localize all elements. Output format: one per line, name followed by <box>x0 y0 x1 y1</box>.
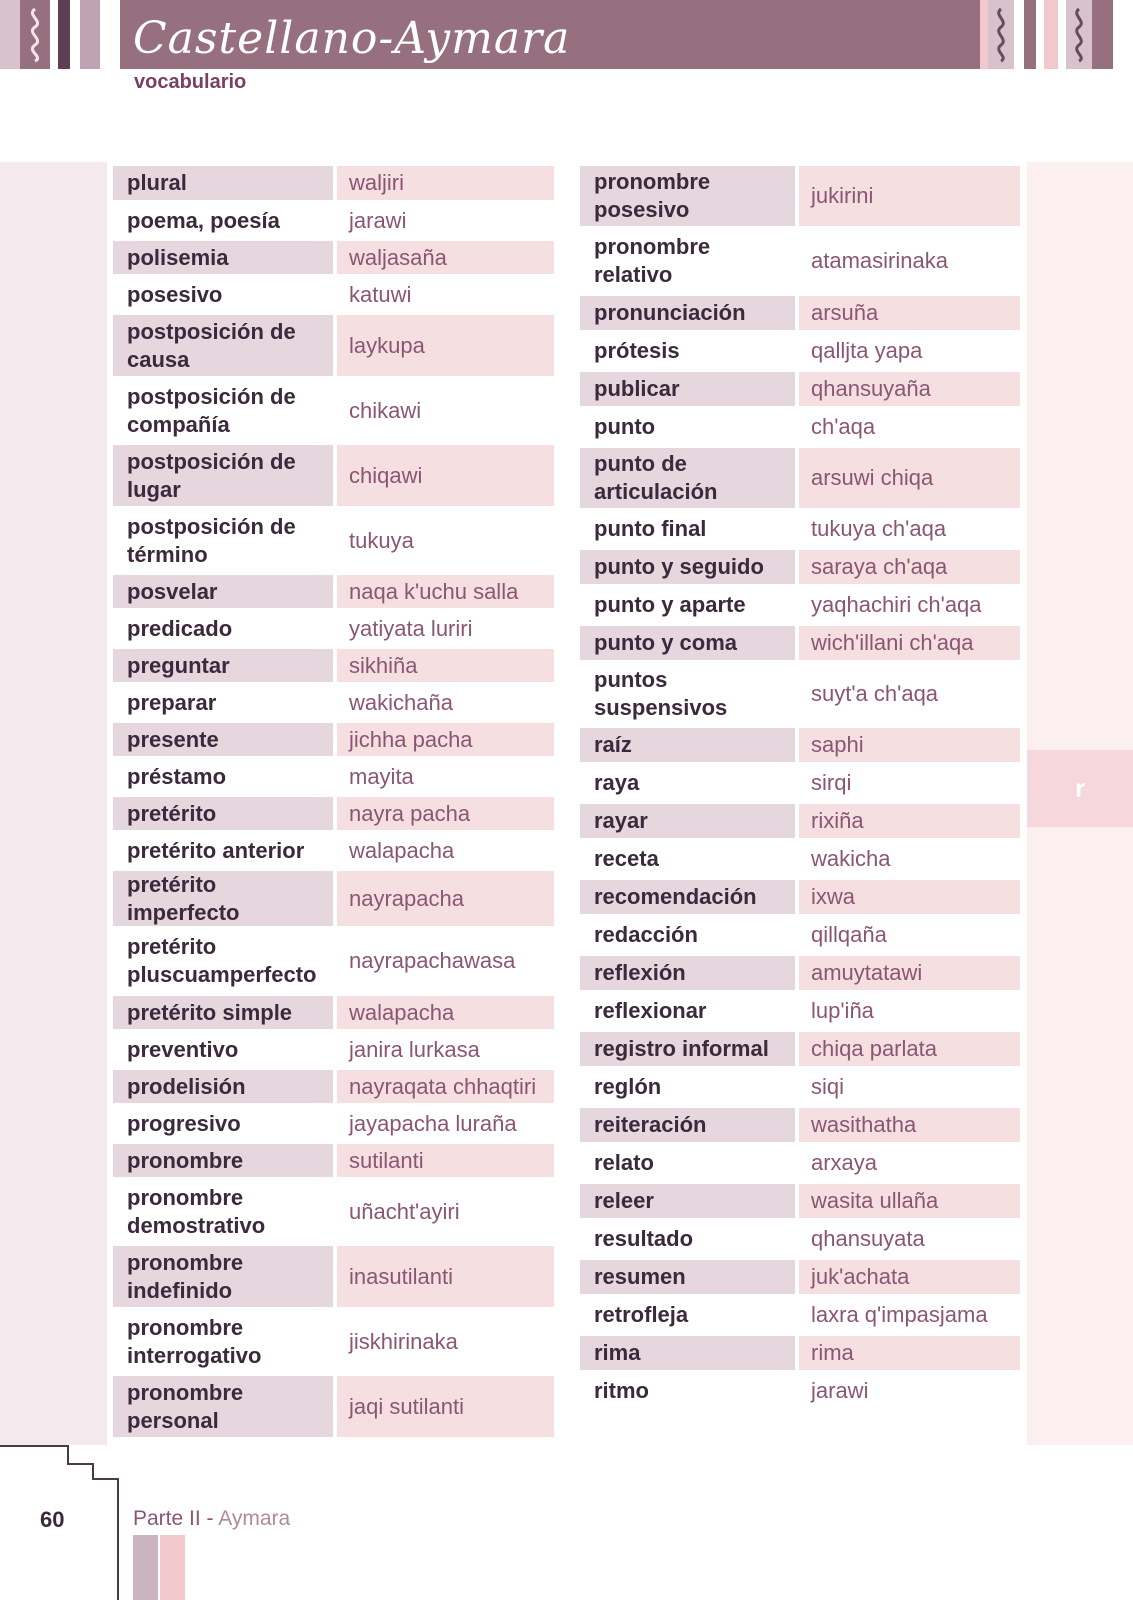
spanish-term: rima <box>580 1336 795 1370</box>
spanish-term: polisemia <box>113 241 333 274</box>
aymara-term: nayrapacha <box>337 871 554 926</box>
aymara-term: laykupa <box>337 315 554 376</box>
page-subtitle: vocabulario <box>134 71 247 93</box>
aymara-term: waljasaña <box>337 241 554 274</box>
vocab-row <box>580 372 1020 406</box>
vocab-row <box>580 1222 1020 1256</box>
aymara-term: jaqi sutilanti <box>337 1376 554 1437</box>
aymara-term: wakicha <box>811 846 891 871</box>
spanish-term: postposición de término <box>127 513 296 567</box>
aymara-term: tukuya ch'aqa <box>811 516 947 541</box>
spanish-term: préstamo <box>127 763 227 789</box>
vocab-row <box>113 380 554 441</box>
aymara-term: qillqaña <box>811 922 887 947</box>
aymara-term: naqa k'uchu salla <box>337 575 554 608</box>
spanish-term: puntos suspensivos <box>594 667 728 720</box>
aymara-term: atamasirinaka <box>811 248 948 273</box>
aymara-term: rima <box>799 1336 1020 1370</box>
swirl-icon <box>20 0 50 69</box>
vocab-row <box>113 1144 554 1177</box>
vocab-row <box>580 804 1020 838</box>
header-right-decoration <box>980 0 1113 69</box>
spanish-term: preparar <box>127 689 217 715</box>
vocab-row <box>113 1311 554 1372</box>
aymara-term: amuytatawi <box>799 956 1020 990</box>
aymara-term: wasita ullaña <box>799 1184 1020 1218</box>
vocab-row <box>580 1298 1020 1332</box>
spanish-term: pronombre personal <box>113 1376 333 1437</box>
vocab-row <box>113 930 554 992</box>
vocab-row <box>580 1260 1020 1294</box>
spanish-term: reglón <box>594 1074 662 1099</box>
aymara-term: laxra q'impasjama <box>811 1302 988 1327</box>
aymara-term: sirqi <box>811 770 852 795</box>
aymara-term: jayapacha luraña <box>349 1110 517 1136</box>
vocab-row <box>113 241 554 274</box>
aymara-term: waljiri <box>337 166 554 200</box>
aymara-term: arsuwi chiqa <box>799 448 1020 508</box>
vocab-row <box>580 918 1020 952</box>
vocab-row <box>580 296 1020 330</box>
aymara-term: chikawi <box>349 397 422 423</box>
vocab-row <box>580 1070 1020 1104</box>
spanish-term: prodelisión <box>113 1070 333 1103</box>
vocab-row <box>580 334 1020 368</box>
spanish-term: releer <box>580 1184 795 1218</box>
page-number: 60 <box>40 1507 65 1532</box>
spanish-term: ritmo <box>594 1378 649 1403</box>
vocab-row <box>113 871 554 926</box>
section-letter-tab: r <box>1027 750 1133 827</box>
vocab-row <box>580 1184 1020 1218</box>
vocab-row <box>113 315 554 376</box>
spanish-term: publicar <box>580 372 795 406</box>
spanish-term: raya <box>594 770 640 795</box>
aymara-term: suyt'a ch'aqa <box>811 681 939 706</box>
aymara-term: uñacht'ayiri <box>349 1198 460 1224</box>
spanish-term: reflexión <box>580 956 795 990</box>
footer-step-line <box>117 1478 119 1600</box>
spanish-term: rayar <box>580 804 795 838</box>
aymara-term: wasithatha <box>799 1108 1020 1142</box>
header-left-decoration <box>0 0 120 69</box>
aymara-term: qhansuyata <box>811 1226 925 1251</box>
vocab-row <box>580 550 1020 584</box>
vocab-row <box>580 588 1020 622</box>
aymara-term: yaqhachiri ch'aqa <box>811 592 982 617</box>
page-title: Castellano-Aymara <box>133 13 571 64</box>
vocab-row <box>113 612 554 645</box>
spanish-term: raíz <box>580 728 795 762</box>
aymara-term: jiskhirinaka <box>349 1328 458 1354</box>
aymara-term: sutilanti <box>337 1144 554 1177</box>
aymara-term: wakichaña <box>349 689 453 715</box>
vocab-row <box>580 230 1020 292</box>
aymara-term: tukuya <box>349 527 414 553</box>
spanish-term: posvelar <box>113 575 333 608</box>
spanish-term: pretérito anterior <box>127 837 305 863</box>
spanish-term: progresivo <box>127 1110 241 1136</box>
spanish-term: punto de articulación <box>580 448 795 508</box>
aymara-term: qalljta yapa <box>811 338 923 363</box>
spanish-term: registro informal <box>580 1032 795 1066</box>
spanish-term: pretérito imperfecto <box>113 871 333 926</box>
vocab-row <box>113 649 554 682</box>
vocab-row <box>113 723 554 756</box>
aymara-term: arxaya <box>811 1150 878 1175</box>
vocab-row <box>580 994 1020 1028</box>
spanish-term: pronombre posesivo <box>580 166 795 226</box>
footer-step-line <box>67 1463 94 1465</box>
vocab-row <box>580 1336 1020 1370</box>
spanish-term: reiteración <box>580 1108 795 1142</box>
aymara-term: yatiyata luriri <box>349 615 473 641</box>
aymara-term: ch'aqa <box>811 414 876 439</box>
vocabulary-right-column <box>580 166 1020 1412</box>
swirl-icon <box>988 0 1014 69</box>
aymara-term: wich'illani ch'aqa <box>799 626 1020 660</box>
spanish-term: resumen <box>580 1260 795 1294</box>
aymara-term: lup'iña <box>811 998 874 1023</box>
vocab-row <box>580 956 1020 990</box>
vocab-row <box>113 834 554 867</box>
vocab-row <box>113 797 554 830</box>
spanish-term: punto <box>594 414 656 439</box>
vocab-row <box>113 1070 554 1103</box>
spanish-term: pronombre demostrativo <box>127 1184 266 1238</box>
vocab-row <box>580 410 1020 444</box>
spanish-term: pretérito simple <box>113 996 333 1029</box>
spanish-term: retrofleja <box>594 1302 689 1327</box>
spanish-term: resultado <box>594 1226 694 1251</box>
aymara-term: chiqa parlata <box>799 1032 1020 1066</box>
aymara-term: qhansuyaña <box>799 372 1020 406</box>
spanish-term: postposición de causa <box>113 315 333 376</box>
spanish-term: punto y coma <box>580 626 795 660</box>
vocab-row <box>580 728 1020 762</box>
spanish-term: receta <box>594 846 659 871</box>
spanish-term: pretérito <box>113 797 333 830</box>
aymara-term: saraya ch'aqa <box>799 550 1020 584</box>
vocab-row <box>113 996 554 1029</box>
vocab-row <box>580 1374 1020 1408</box>
vocab-row <box>580 448 1020 508</box>
spanish-term: postposición de compañía <box>127 383 296 437</box>
spanish-term: poema, poesía <box>127 207 280 233</box>
spanish-term: preguntar <box>113 649 333 682</box>
aymara-term: jukirini <box>799 166 1020 226</box>
footer-bar <box>160 1535 185 1600</box>
vocab-row <box>113 1376 554 1437</box>
aymara-term: jarawi <box>349 207 407 233</box>
spanish-term: punto y seguido <box>580 550 795 584</box>
footer-step-line <box>92 1463 94 1479</box>
aymara-term: rixiña <box>799 804 1020 838</box>
swirl-icon <box>1066 0 1092 69</box>
aymara-term: mayita <box>349 763 414 789</box>
vocab-row <box>580 1108 1020 1142</box>
aymara-term: walapacha <box>337 996 554 1029</box>
spanish-term: postposición de lugar <box>113 445 333 506</box>
spanish-term: predicado <box>127 615 233 641</box>
vocab-row <box>113 278 554 311</box>
spanish-term: pronunciación <box>580 296 795 330</box>
spanish-term: pretérito pluscuamperfecto <box>127 934 317 987</box>
aymara-term: walapacha <box>349 837 455 863</box>
vocab-row <box>580 512 1020 546</box>
vocab-row <box>580 1032 1020 1066</box>
vocab-row <box>113 1107 554 1140</box>
aymara-term: juk'achata <box>799 1260 1020 1294</box>
vocabulary-left-column <box>113 166 554 1441</box>
aymara-term: nayrapachawasa <box>349 948 516 973</box>
vocab-row <box>580 880 1020 914</box>
spanish-term: prótesis <box>594 338 680 363</box>
spanish-term: pronombre indefinido <box>113 1246 333 1307</box>
spanish-term: relato <box>594 1150 654 1175</box>
vocab-row <box>113 445 554 506</box>
vocab-row <box>113 204 554 237</box>
footer-bar <box>133 1535 158 1600</box>
aymara-term: jichha pacha <box>337 723 554 756</box>
aymara-term: saphi <box>799 728 1020 762</box>
footer-step-line <box>92 1478 119 1480</box>
vocab-row <box>113 686 554 719</box>
aymara-term: nayraqata chhaqtiri <box>337 1070 554 1103</box>
aymara-term: jarawi <box>811 1378 869 1403</box>
spanish-term: plural <box>113 166 333 200</box>
spanish-term: redacción <box>594 922 698 947</box>
vocab-row <box>580 166 1020 226</box>
vocab-row <box>113 1246 554 1307</box>
vocab-row <box>580 766 1020 800</box>
spanish-term: punto final <box>594 516 707 541</box>
footer-step-line <box>0 1445 68 1447</box>
aymara-term: inasutilanti <box>337 1246 554 1307</box>
vocab-row <box>113 1033 554 1066</box>
vocab-row <box>113 1181 554 1242</box>
aymara-term: chiqawi <box>337 445 554 506</box>
footer-section-label <box>133 1507 290 1531</box>
spanish-term: preventivo <box>127 1036 239 1062</box>
footer-step-line <box>67 1445 69 1464</box>
left-margin-panel <box>0 162 107 1445</box>
spanish-term: punto y aparte <box>594 592 746 617</box>
vocab-row <box>113 760 554 793</box>
aymara-term: arsuña <box>799 296 1020 330</box>
spanish-term: pronombre interrogativo <box>127 1314 262 1368</box>
vocab-row <box>580 664 1020 724</box>
aymara-term: katuwi <box>349 281 412 307</box>
aymara-term: sikhiña <box>337 649 554 682</box>
aymara-term: janira lurkasa <box>349 1036 480 1062</box>
spanish-term: reflexionar <box>594 998 707 1023</box>
vocab-row <box>113 166 554 200</box>
aymara-term: ixwa <box>799 880 1020 914</box>
vocab-row <box>580 842 1020 876</box>
footer-section: Aymara <box>218 1507 291 1530</box>
spanish-term: recomendación <box>580 880 795 914</box>
vocab-row <box>580 1146 1020 1180</box>
spanish-term: presente <box>113 723 333 756</box>
spanish-term: posesivo <box>127 281 223 307</box>
spanish-term: pronombre <box>113 1144 333 1177</box>
aymara-term: siqi <box>811 1074 845 1099</box>
aymara-term: nayra pacha <box>337 797 554 830</box>
footer-part: Parte II - <box>133 1507 214 1530</box>
vocab-row <box>113 510 554 571</box>
vocab-row <box>113 575 554 608</box>
spanish-term: pronombre relativo <box>594 234 711 287</box>
vocab-row <box>580 626 1020 660</box>
